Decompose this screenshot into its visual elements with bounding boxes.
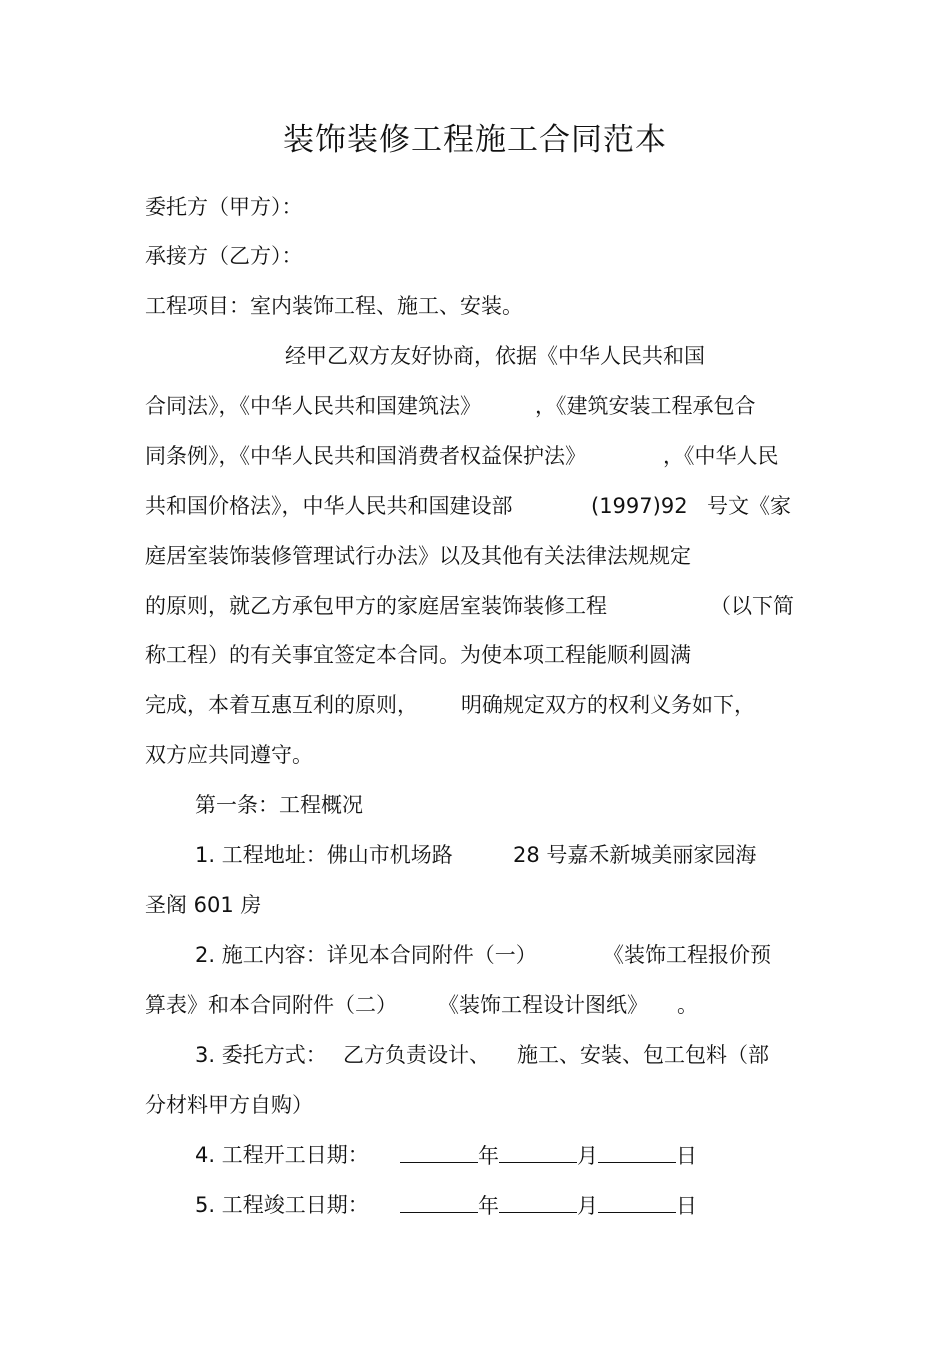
- item-1-address-value: 28 号嘉禾新城美丽家园海: [513, 843, 757, 867]
- preamble-line-7: 称工程）的有关事宜签定本合同。为使本项工程能顺利圆满: [145, 643, 691, 667]
- start-month-blank[interactable]: [499, 1140, 577, 1163]
- item-2-part-d: 《装饰工程设计图纸》: [438, 993, 648, 1017]
- item-2-part-a: 2. 施工内容：详见本合同附件（一）: [195, 943, 537, 967]
- day-label: 日: [676, 1194, 697, 1218]
- end-day-blank[interactable]: [598, 1190, 676, 1213]
- document-title: 装饰装修工程施工合同范本: [283, 122, 667, 158]
- preamble-line-3-part-b: ，《中华人民: [663, 444, 779, 468]
- item-2-part-c: 算表》和本合同附件（二）: [145, 993, 397, 1017]
- party-b-line: 承接方（乙方）：: [145, 244, 303, 268]
- month-label: 月: [577, 1144, 598, 1168]
- preamble-line-4-part-b: (1997)92: [591, 494, 688, 518]
- month-label: 月: [577, 1194, 598, 1218]
- preamble-line-2-part-a: 合同法》，《中华人民共和国建筑法》: [145, 394, 481, 418]
- project-line: 工程项目：室内装饰工程、施工、安装。: [145, 294, 523, 318]
- item-2-part-b: 《装饰工程报价预: [603, 943, 771, 967]
- start-day-blank[interactable]: [598, 1140, 676, 1163]
- preamble-line-4-part-a: 共和国价格法》，中华人民共和国建设部: [145, 494, 513, 518]
- preamble-line-3-part-a: 同条例》，《中华人民共和国消费者权益保护法》: [145, 444, 586, 468]
- item-1-address-label: 1. 工程地址：佛山市机场路: [195, 843, 453, 867]
- start-year-blank[interactable]: [400, 1140, 478, 1163]
- preamble-line-8-part-a: 完成，本着互惠互利的原则，: [145, 693, 418, 717]
- item-3-part-c: 施工、安装、包工包料（部: [517, 1043, 769, 1067]
- preamble-line-4-part-c: 号文《家: [707, 494, 791, 518]
- item-5-label: 5. 工程竣工日期：: [195, 1193, 369, 1217]
- preamble-line-6-part-a: 的原则，就乙方承包甲方的家庭居室装饰装修工程: [145, 594, 607, 618]
- item-4-label: 4. 工程开工日期：: [195, 1143, 369, 1167]
- preamble-line-1: 经甲乙双方友好协商，依据《中华人民共和国: [285, 344, 705, 368]
- preamble-line-2-part-b: ，《建筑安装工程承包合: [535, 394, 756, 418]
- article-1-heading: 第一条：工程概况: [195, 793, 363, 817]
- year-label: 年: [478, 1194, 499, 1218]
- item-1-line-2: 圣阁 601 房: [145, 893, 262, 917]
- item-5-date-fields: [400, 1190, 697, 1221]
- item-3-part-b: 乙方负责设计、: [343, 1043, 490, 1067]
- preamble-line-6-part-b: （以下简: [710, 594, 794, 618]
- preamble-line-5: 庭居室装饰装修管理试行办法》以及其他有关法律法规规定: [145, 544, 691, 568]
- party-a-line: 委托方（甲方）：: [145, 195, 303, 219]
- day-label: 日: [676, 1144, 697, 1168]
- end-year-blank[interactable]: [400, 1190, 478, 1213]
- item-3-part-a: 3. 委托方式：: [195, 1043, 327, 1067]
- preamble-line-9: 双方应共同遵守。: [145, 743, 313, 767]
- item-4-date-fields: [400, 1140, 697, 1171]
- item-3-line-2: 分材料甲方自购）: [145, 1093, 313, 1117]
- preamble-line-8-part-b: 明确规定双方的权利义务如下，: [461, 693, 755, 717]
- item-2-part-e: 。: [677, 993, 698, 1017]
- year-label: 年: [478, 1144, 499, 1168]
- end-month-blank[interactable]: [499, 1190, 577, 1213]
